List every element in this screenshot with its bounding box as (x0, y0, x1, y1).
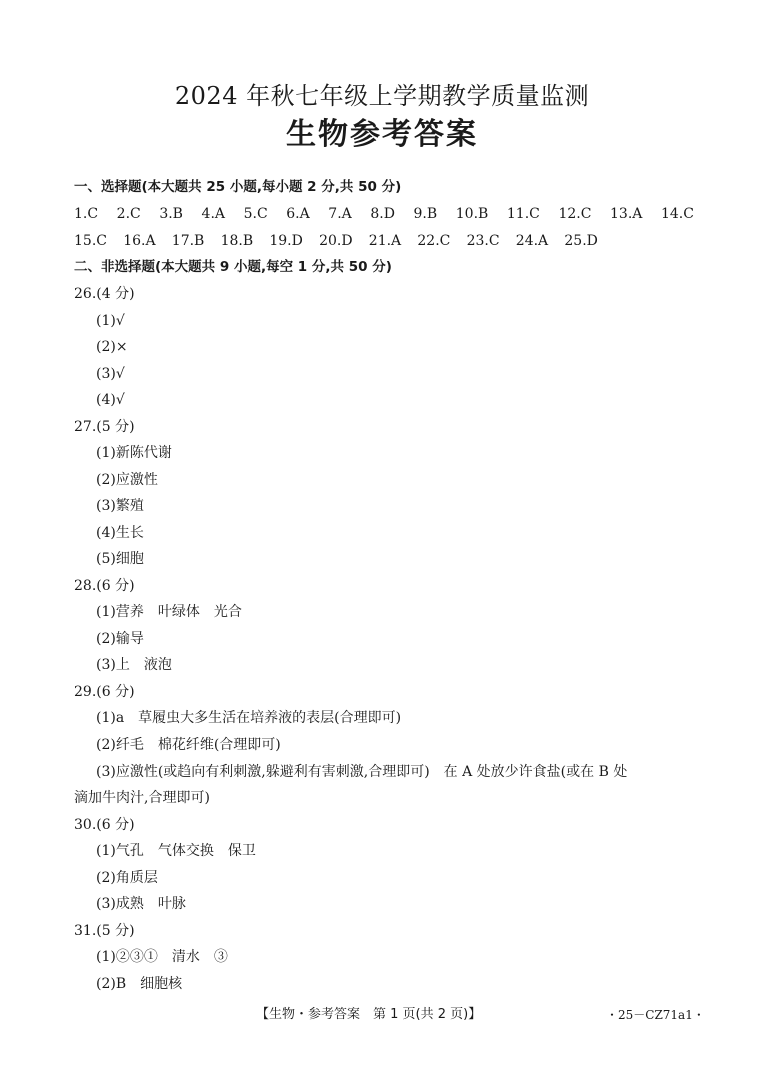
answer-line: (3)成熟 叶脉 (96, 896, 186, 912)
mc-answer: 8.D (370, 206, 395, 222)
answer-line: (1)②③① 清水 ③ (96, 949, 228, 965)
document-subtitle: 生物参考答案 (286, 117, 478, 152)
mc-answers-row-1 (74, 204, 694, 224)
mc-answer: 1.C (74, 206, 99, 222)
mc-answer: 15.C (74, 233, 107, 249)
page-footer-code: ・25－CZ71a1・ (606, 1008, 705, 1022)
answer-line: (4)√ (96, 392, 125, 408)
mc-answer: 13.A (610, 206, 643, 222)
answer-line: (2)角质层 (96, 870, 158, 886)
question-30-heading: 30.(6 分) (74, 817, 135, 833)
mc-answer: 24.A (515, 233, 549, 249)
page-footer-label: 【生物・参考答案 第 1 页(共 2 页)】 (256, 1007, 482, 1022)
answer-line: (2)B 细胞核 (96, 976, 183, 992)
mc-answer: 2.C (116, 206, 141, 222)
document-title: 2024 年秋七年级上学期教学质量监测 (174, 82, 590, 110)
answer-line: (3)上 液泡 (96, 657, 172, 673)
mc-answer: 23.C (466, 233, 500, 249)
section2-heading: 二、非选择题(本大题共 9 小题,每空 1 分,共 50 分) (74, 259, 392, 275)
mc-answer: 7.A (328, 206, 352, 222)
mc-answer: 18.B (220, 233, 254, 249)
answer-line: (2)× (96, 339, 128, 355)
mc-answers-row-2 (74, 231, 598, 251)
answer-line: (1)气孔 气体交换 保卫 (96, 843, 256, 859)
mc-answer: 3.B (159, 206, 183, 222)
mc-answer: 14.C (660, 206, 694, 222)
answer-line: (1)营养 叶绿体 光合 (96, 604, 242, 620)
answer-line: (3)繁殖 (96, 498, 144, 514)
mc-answer: 22.C (417, 233, 451, 249)
mc-answer: 9.B (413, 206, 438, 222)
answer-line: (3)√ (96, 366, 125, 382)
question-28-heading: 28.(6 分) (74, 578, 135, 594)
answer-line: (1)√ (96, 313, 125, 329)
section1-heading: 一、选择题(本大题共 25 小题,每小题 2 分,共 50 分) (74, 179, 402, 195)
answer-line: (1)a 草履虫大多生活在培养液的表层(合理即可) (96, 710, 402, 726)
mc-answer: 5.C (243, 206, 268, 222)
mc-answer: 17.B (171, 233, 205, 249)
mc-answer: 16.A (123, 233, 156, 249)
question-26-heading: 26.(4 分) (74, 286, 135, 302)
mc-answer: 25.D (564, 233, 598, 249)
answer-line: (5)细胞 (96, 551, 144, 567)
question-27-heading: 27.(5 分) (74, 419, 135, 435)
answer-line: (1)新陈代谢 (96, 445, 172, 461)
answer-line: (3)应激性(或趋向有利刺激,躲避利有害刺激,合理即可) 在 A 处放少许食盐(或在 B 处 (96, 764, 628, 780)
mc-answer: 12.C (558, 206, 592, 222)
question-31-heading: 31.(5 分) (74, 923, 135, 939)
answer-line-continuation: 滴加牛肉汁,合理即可) (74, 790, 210, 806)
answer-line: (4)生长 (96, 525, 144, 541)
answer-line: (2)应激性 (96, 472, 158, 488)
mc-answer: 10.B (455, 206, 489, 222)
answer-line: (2)纤毛 棉花纤维(合理即可) (96, 737, 281, 753)
question-29-heading: 29.(6 分) (74, 684, 135, 700)
mc-answer: 6.A (286, 206, 310, 222)
mc-answer: 21.A (368, 233, 402, 249)
mc-answer: 19.D (269, 233, 303, 249)
mc-answer: 4.A (201, 206, 226, 222)
mc-answer: 11.C (506, 206, 540, 222)
mc-answer: 20.D (319, 233, 353, 249)
answer-line: (2)输导 (96, 631, 144, 647)
